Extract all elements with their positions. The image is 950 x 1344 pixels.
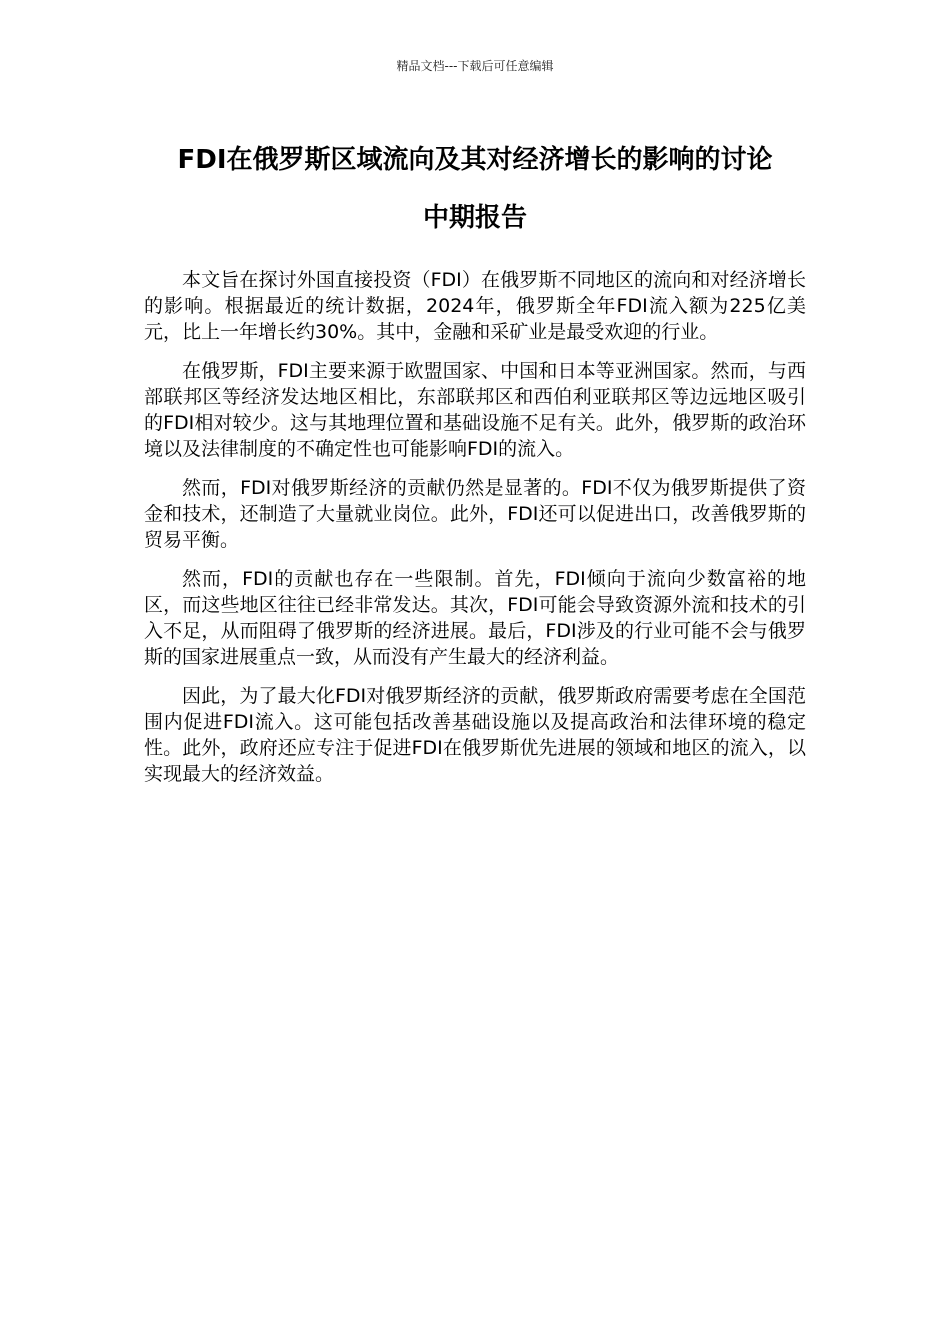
- paragraph-1: 本文旨在探讨外国直接投资（FDI）在俄罗斯不同地区的流向和对经济增长的影响。根据最近的统计数据，2024年，俄罗斯全年FDI流入额为225亿美元，比上一年增长约30%。其中，金融和采矿业是最受欢迎的行业。: [144, 269, 806, 343]
- title-line-2: 中期报告: [422, 203, 527, 233]
- document-title: [120, 131, 830, 247]
- paragraph-4: 然而，FDI的贡献也存在一些限制。首先，FDI倾向于流向少数富裕的地区，而这些地区往往已经非常发达。其次，FDI可能会导致资源外流和技术的引入不足，从而阻碍了俄罗斯的经济进展。最后，FDI涉及的行业可能不会与俄罗斯的国家进展重点一致，从而没有产生最大的经济利益。: [144, 568, 806, 668]
- document-body: [144, 267, 806, 800]
- paragraph-5: 因此，为了最大化FDI对俄罗斯经济的贡献，俄罗斯政府需要考虑在全国范围内促进FDI流入。这可能包括改善基础设施以及提高政治和法律环境的稳定性。此外，政府还应专注于促进FDI在俄罗斯优先进展的领域和地区的流入，以实现最大的经济效益。: [144, 685, 806, 785]
- paragraph-3: 然而，FDI对俄罗斯经济的贡献仍然是显著的。FDI不仅为俄罗斯提供了资金和技术，还制造了大量就业岗位。此外，FDI还可以促进出口，改善俄罗斯的贸易平衡。: [144, 477, 806, 551]
- title-line-1: FDI在俄罗斯区域流向及其对经济增长的影响的讨论: [177, 145, 773, 175]
- paragraph-2: 在俄罗斯，FDI主要来源于欧盟国家、中国和日本等亚洲国家。然而，与西部联邦区等经济发达地区相比，东部联邦区和西伯利亚联邦区等边远地区吸引的FDI相对较少。这与其地理位置和基础设施不足有关。此外，俄罗斯的政治环境以及法律制度的不确定性也可能影响FDI的流入。: [144, 360, 806, 460]
- page-header: 精品文档---下载后可任意编辑: [396, 59, 554, 73]
